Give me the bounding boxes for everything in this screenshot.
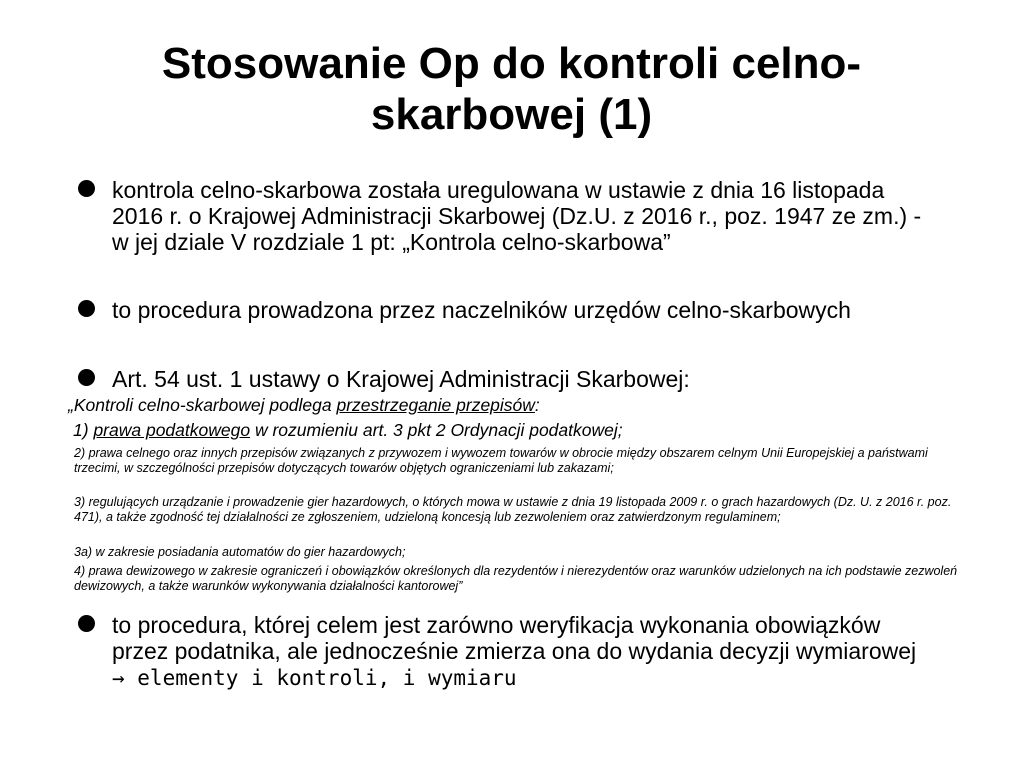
- quote-line-1-underlined: przestrzeganie przepisów: [336, 395, 535, 415]
- legal-item-2: 2) prawa celnego oraz innych przepisów związanych z przywozem i wywozem towarów w obrocie między obszarem celnym Unii Europejskiej a państwami trzecimi, w szczególności przepisów dotyczących towarów objętych ograniczeniami lub zakazami;: [74, 446, 928, 475]
- bullet-text-1: kontrola celno-skarbowa została uregulowana w ustawie z dnia 16 listopada 2016 r. o Krajowej Administracji Skarbowej (Dz.U. z 2016 r., poz. 1947 ze zm.) - w jej dziale V rozdziale 1 pt: „Kontrola celno-skarbowa”: [112, 177, 922, 255]
- quote-line-1-text: „Kontroli celno-skarbowej podlega: [68, 395, 337, 415]
- quote-line-1: [68, 394, 958, 416]
- quote-line-2-underlined: prawa podatkowego: [93, 420, 251, 440]
- bullet-dot-icon: [78, 300, 95, 317]
- quote-line-2: [73, 419, 963, 441]
- quote-line-2-prefix: 1): [73, 420, 94, 440]
- legal-item-3: 3) regulujących urządzanie i prowadzenie gier hazardowych, o których mowa w ustawie z dnia 19 listopada 2009 r. o grach hazardowych (Dz. U. z 2016 r. poz. 471), a także zgodność tej działalności ze zgłoszeniem, udzieloną koncesją lub zezwoleniem oraz zatwierdzonym regulaminem;: [74, 495, 952, 524]
- legal-item-3a: 3a) w zakresie posiadania automatów do gier hazardowych;: [74, 545, 406, 559]
- bullet-item-3: [112, 366, 932, 392]
- quote-line-1-after: :: [534, 395, 540, 415]
- bullet-text-4-tail: → elementy i kontroli, i wymiaru: [112, 666, 517, 690]
- bullet-text-2: to procedura prowadzona przez naczelników urzędów celno-skarbowych: [112, 297, 851, 323]
- bullet-item-2: [112, 297, 932, 323]
- bullet-text-4: to procedura, której celem jest zarówno weryfikacja wykonania obowiązków przez podatnika, ale jednocześnie zmierza ona do wydania decyzji wymiarowej: [112, 612, 917, 664]
- bullet-item-4: [112, 612, 932, 691]
- bullet-dot-icon: [78, 615, 95, 632]
- bullet-text-3: Art. 54 ust. 1 ustawy o Krajowej Administracji Skarbowej:: [112, 366, 690, 392]
- bullet-item-1: [112, 177, 932, 255]
- bullet-dot-icon: [78, 369, 95, 386]
- legal-item-4: 4) prawa dewizowego w zakresie ograniczeń i obowiązków określonych dla rezydentów i nierezydentów oraz warunków udzielonych na ich podstawie zezwoleń dewizowych, a także warunków wykonywania działalności kantorowej”: [74, 564, 958, 593]
- slide-title: Stosowanie Op do kontroli celno-skarbowej (1): [161, 39, 862, 139]
- bullet-dot-icon: [78, 180, 95, 197]
- quote-line-2-after: w rozumieniu art. 3 pkt 2 Ordynacji podatkowej;: [250, 420, 623, 440]
